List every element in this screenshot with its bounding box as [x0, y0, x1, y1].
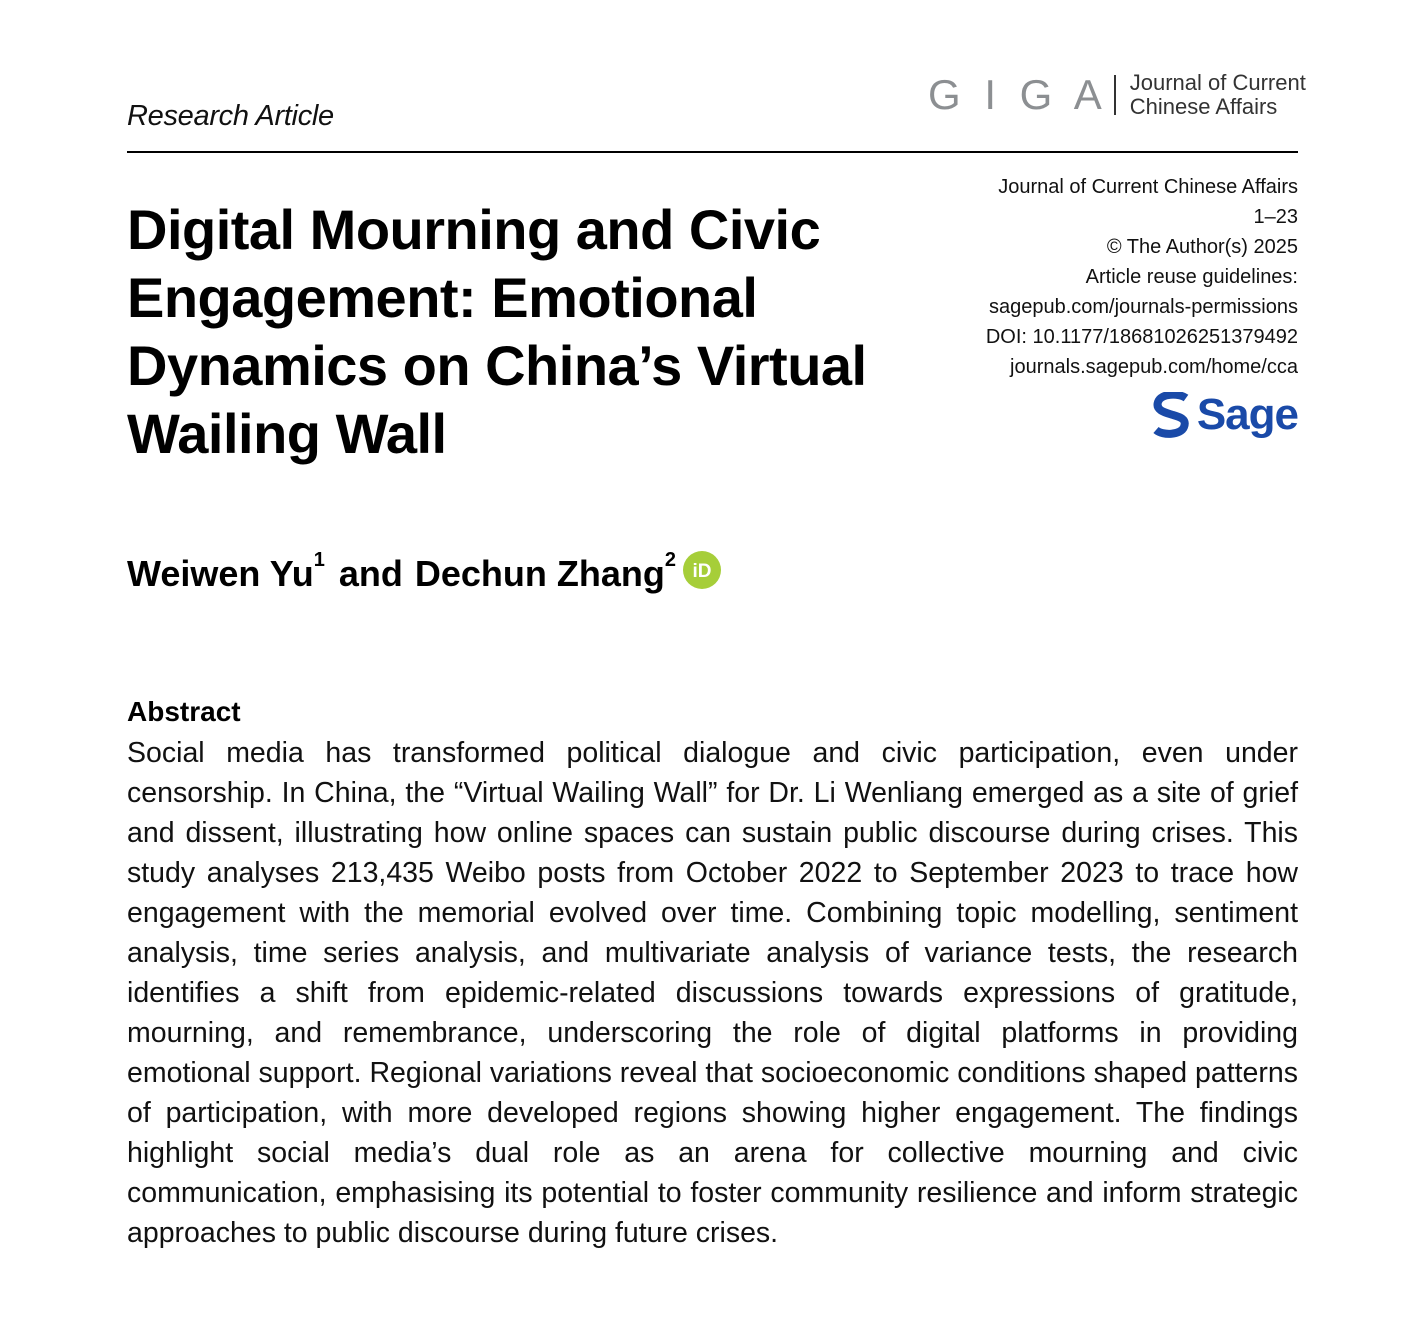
- author-name: Dechun Zhang: [414, 553, 665, 594]
- sage-wordmark: Sage: [1196, 390, 1298, 439]
- affiliation-marker: 2: [664, 549, 676, 571]
- journal-logo-line2: Chinese Affairs: [1129, 94, 1278, 119]
- sage-logo: [1153, 390, 1298, 440]
- orcid-label: iD: [692, 561, 712, 582]
- giga-journal-logo: [928, 72, 1306, 118]
- sage-s-icon: [1153, 392, 1191, 438]
- article-metadata: [986, 172, 1298, 382]
- logo-divider: [1114, 75, 1116, 115]
- meta-journal-link[interactable]: journals.sagepub.com/home/cca: [1010, 356, 1298, 378]
- author-connector: and: [338, 553, 403, 594]
- meta-reuse-label: Article reuse guidelines:: [1085, 266, 1298, 288]
- meta-reuse-link[interactable]: sagepub.com/journals-permissions: [988, 296, 1298, 318]
- meta-pages: 1–23: [1253, 206, 1298, 228]
- header-rule: [127, 151, 1298, 153]
- meta-journal: Journal of Current Chinese Affairs: [998, 176, 1298, 198]
- meta-copyright: © The Author(s) 2025: [1106, 236, 1298, 258]
- meta-doi[interactable]: DOI: 10.1177/18681026251379492: [985, 326, 1298, 348]
- article-title: Digital Mourning and Civic Engagement: Emotional Dynamics on China’s Virtual Wailing Wall: [127, 198, 867, 465]
- author-list: [127, 549, 722, 596]
- article-type-label: Research Article: [127, 100, 334, 132]
- giga-wordmark: G I G A: [928, 71, 1108, 118]
- journal-logo-line1: Journal of Current: [1129, 70, 1306, 95]
- journal-logo-name: [1130, 71, 1306, 119]
- affiliation-marker: 1: [313, 549, 325, 571]
- abstract-heading: Abstract: [127, 696, 241, 727]
- abstract-text: Social media has transformed political dialogue and civic participation, even under censorship. In China, the “Virtual Wailing Wall” for Dr. Li Wenliang emerged as a site of grief and dissent, illustrating how online spaces can sustain public discourse during crises. This study analyses 213,435 Weibo posts from October 2022 to September 2023 to trace how engagement with the memorial evolved over time. Combining topic modelling, sentiment analysis, time series analysis, and multivariate analysis of variance tests, the research identifies a shift from epidemic-related discussions towards expressions of gratitude, mourning, and remembrance, underscoring the role of digital platforms in providing emotional support. Regional variations reveal that socioeconomic conditions shaped patterns of participation, with more developed regions showing higher engagement. The findings highlight social media’s dual role as an arena for collective mourning and civic communication, emphasising its potential to foster community resilience and inform strategic approaches to public discourse during future crises.: [127, 737, 1298, 1249]
- author-name: Weiwen Yu: [127, 553, 314, 594]
- orcid-icon[interactable]: [682, 550, 722, 590]
